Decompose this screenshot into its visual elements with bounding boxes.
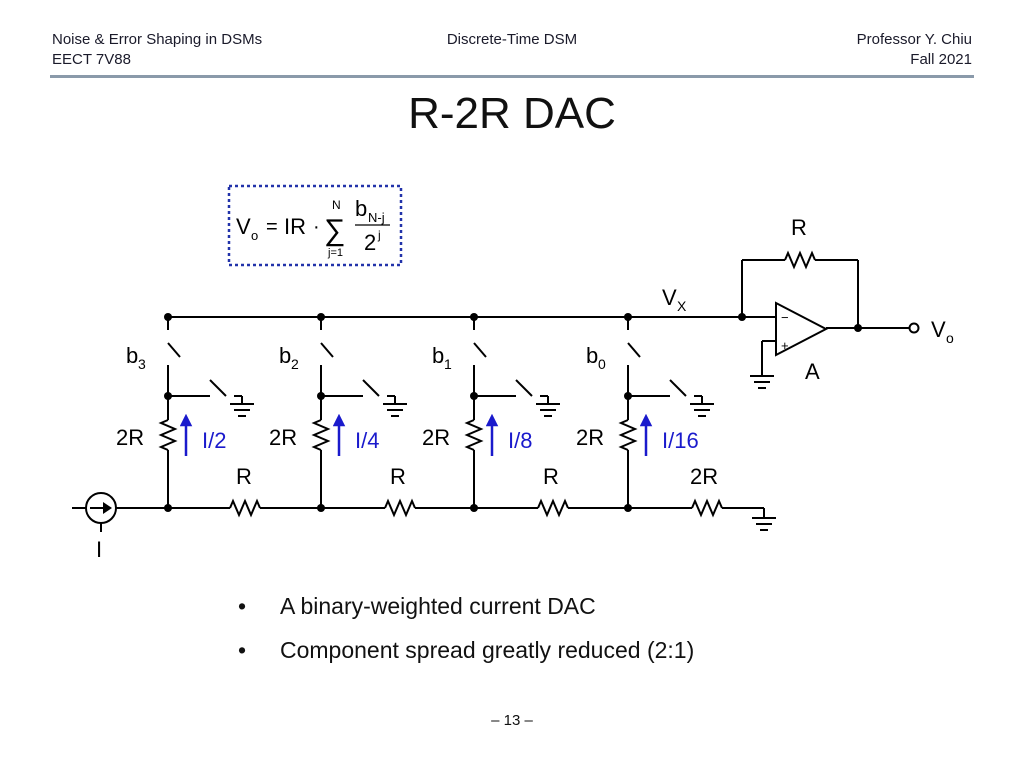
vo-label: V	[931, 317, 946, 342]
gnd-switch	[363, 380, 379, 396]
bottom-ladder	[72, 501, 776, 532]
formula-equals: =	[266, 216, 278, 238]
bit-label-sub: 2	[291, 356, 299, 372]
switch-node	[164, 392, 172, 400]
bit-label: b	[586, 343, 599, 368]
formula-numerator-b: b	[355, 196, 368, 221]
gnd-switch	[210, 380, 226, 396]
bus-node	[317, 313, 325, 321]
switch-node	[317, 392, 325, 400]
course-code: EECT 7V88	[52, 51, 131, 68]
branch-resistor	[161, 420, 175, 450]
instructor: Professor Y. Chiu	[856, 31, 972, 48]
opamp-label: A	[805, 359, 820, 384]
formula-upper-limit: N	[332, 198, 341, 212]
formula-lower-limit: j=1	[328, 247, 343, 259]
page-number: – 13 –	[491, 712, 533, 729]
branch-resistor	[467, 420, 481, 450]
output-node	[854, 324, 862, 332]
vx-label: V	[662, 285, 677, 310]
bit-label-sub: 0	[598, 356, 606, 372]
bit-label: b	[126, 343, 139, 368]
bus-node	[470, 313, 478, 321]
ladder-resistor-labels	[236, 464, 718, 489]
feedback-resistor-label: R	[791, 215, 807, 240]
bus-switch	[628, 343, 640, 357]
bullet-mark: •	[238, 637, 247, 663]
formula-v: V	[236, 214, 251, 239]
opamp-plus: +	[781, 338, 789, 353]
semester: Fall 2021	[910, 51, 972, 68]
current-label: I/8	[508, 428, 533, 453]
current-label: I/2	[202, 428, 227, 453]
formula-ir: IR	[284, 214, 306, 239]
bit-label-sub: 1	[444, 356, 452, 372]
branch-resistor-label: 2R	[576, 425, 605, 450]
ladder-resistor-label: 2R	[690, 464, 719, 489]
formula-denominator-sup: j	[378, 228, 381, 242]
formula-dot: ·	[313, 216, 320, 238]
vx-node	[738, 313, 746, 321]
bit-label: b	[432, 343, 445, 368]
switch-node	[624, 392, 632, 400]
branch-resistor	[314, 420, 328, 450]
ladder-resistor-label: R	[543, 464, 559, 489]
bullet-text: Component spread greatly reduced (2:1)	[280, 637, 695, 663]
vo-sub: o	[946, 330, 954, 346]
ladder-resistor-label: R	[390, 464, 406, 489]
bullet-mark: •	[238, 593, 247, 619]
current-label: I/16	[662, 428, 699, 453]
formula-denominator: 2	[364, 230, 377, 255]
current-source	[86, 493, 116, 523]
header-center: Discrete-Time DSM	[446, 31, 578, 48]
formula-sigma: ∑	[324, 214, 346, 247]
opamp-minus: −	[781, 310, 789, 325]
page-title: R-2R DAC	[408, 89, 616, 138]
bit-label: b	[279, 343, 292, 368]
bullet-text: A binary-weighted current DAC	[280, 593, 596, 619]
branch-resistor	[621, 420, 635, 450]
bus-switch	[321, 343, 333, 357]
bus-node	[164, 313, 172, 321]
formula-v-sub: o	[251, 228, 259, 243]
vx-sub: X	[677, 298, 687, 314]
gnd-switch	[516, 380, 532, 396]
bus-switch	[168, 343, 180, 357]
gnd-switch	[670, 380, 686, 396]
vo-terminal	[910, 324, 919, 333]
bus-switch	[474, 343, 486, 357]
bit-branches	[116, 313, 714, 512]
current-label: I/4	[355, 428, 380, 453]
branch-resistor-label: 2R	[269, 425, 298, 450]
branch-resistor-label: 2R	[116, 425, 145, 450]
branch-resistor-label: 2R	[422, 425, 451, 450]
ladder-resistor-label: R	[236, 464, 252, 489]
bit-label-sub: 3	[138, 356, 146, 372]
current-source-label: I	[96, 537, 103, 562]
formula-numerator-sub: N-j	[368, 210, 385, 225]
formula	[236, 196, 390, 259]
course-topic: Noise & Error Shaping in DSMs	[52, 31, 263, 48]
bus-node	[624, 313, 632, 321]
switch-node	[470, 392, 478, 400]
